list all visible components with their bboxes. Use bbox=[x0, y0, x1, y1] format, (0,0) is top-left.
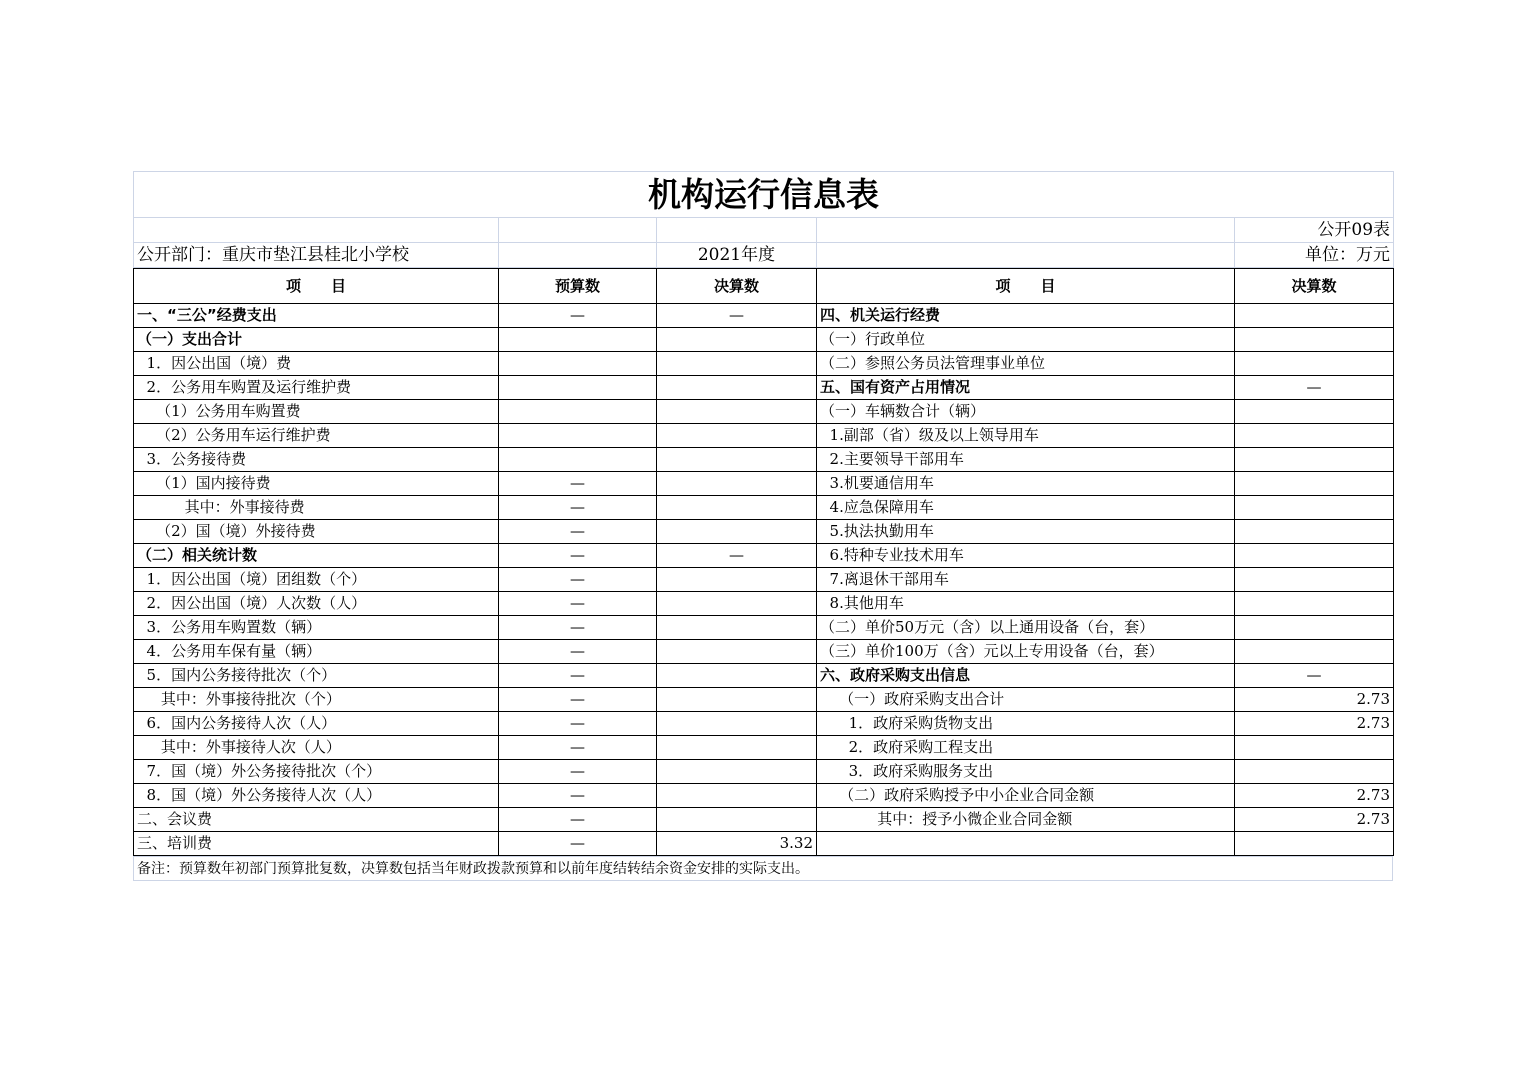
final-left-cell bbox=[657, 760, 817, 784]
footnote: 备注：预算数年初部门预算批复数，决算数包括当年财政拨款预算和以前年度结转结余资金安排的实际支出。 bbox=[134, 857, 1393, 881]
item-left-cell: 1．因公出国（境）团组数（个） bbox=[134, 568, 499, 592]
table-row bbox=[134, 592, 1394, 616]
budget-cell: — bbox=[499, 688, 657, 712]
header-budget: 预算数 bbox=[499, 269, 657, 304]
budget-cell: — bbox=[499, 736, 657, 760]
item-left-cell: 3．公务接待费 bbox=[134, 448, 499, 472]
item-left-cell: 3．公务用车购置数（辆） bbox=[134, 616, 499, 640]
final-left-cell bbox=[657, 472, 817, 496]
final-left-cell bbox=[657, 736, 817, 760]
item-left-cell: 其中：外事接待人次（人） bbox=[134, 736, 499, 760]
table-row bbox=[134, 736, 1394, 760]
form-code: 公开09表 bbox=[1235, 218, 1394, 243]
item-left-cell: 4．公务用车保有量（辆） bbox=[134, 640, 499, 664]
item-left-cell: 7．国（境）外公务接待批次（个） bbox=[134, 760, 499, 784]
final-left-cell bbox=[657, 328, 817, 352]
item-left-cell: （二）相关统计数 bbox=[134, 544, 499, 568]
final-left-cell bbox=[657, 664, 817, 688]
table-row bbox=[134, 688, 1394, 712]
data-table bbox=[133, 268, 1394, 856]
item-right-cell: （二）参照公务员法管理事业单位 bbox=[817, 352, 1235, 376]
item-left-cell: 8．国（境）外公务接待人次（人） bbox=[134, 784, 499, 808]
budget-cell: — bbox=[499, 808, 657, 832]
item-left-cell: 6．国内公务接待人次（人） bbox=[134, 712, 499, 736]
budget-cell: — bbox=[499, 544, 657, 568]
table-row bbox=[134, 832, 1394, 856]
final-left-cell: — bbox=[657, 544, 817, 568]
table-row bbox=[134, 664, 1394, 688]
final-right-cell bbox=[1235, 616, 1394, 640]
final-right-cell: 2.73 bbox=[1235, 712, 1394, 736]
budget-cell: — bbox=[499, 640, 657, 664]
final-left-cell bbox=[657, 808, 817, 832]
note-table bbox=[133, 856, 1393, 881]
final-left-cell bbox=[657, 376, 817, 400]
final-right-cell bbox=[1235, 424, 1394, 448]
item-right-cell: 五、国有资产占用情况 bbox=[817, 376, 1235, 400]
header-table bbox=[133, 171, 1394, 268]
table-row bbox=[134, 808, 1394, 832]
item-right-cell: （一）车辆数合计（辆） bbox=[817, 400, 1235, 424]
table-row bbox=[134, 352, 1394, 376]
item-right-cell: 2.主要领导干部用车 bbox=[817, 448, 1235, 472]
final-right-cell bbox=[1235, 304, 1394, 328]
final-right-cell bbox=[1235, 736, 1394, 760]
final-right-cell bbox=[1235, 760, 1394, 784]
table-row bbox=[134, 472, 1394, 496]
header-final-right: 决算数 bbox=[1235, 269, 1394, 304]
final-right-cell bbox=[1235, 520, 1394, 544]
item-left-cell: （1）公务用车购置费 bbox=[134, 400, 499, 424]
final-left-cell bbox=[657, 496, 817, 520]
final-right-cell bbox=[1235, 592, 1394, 616]
item-left-cell: 二、会议费 bbox=[134, 808, 499, 832]
item-left-cell: （1）国内接待费 bbox=[134, 472, 499, 496]
department-label: 公开部门：重庆市垫江县桂北小学校 bbox=[134, 243, 499, 268]
budget-cell: — bbox=[499, 832, 657, 856]
table-row bbox=[134, 616, 1394, 640]
item-left-cell: 其中：外事接待批次（个） bbox=[134, 688, 499, 712]
budget-cell bbox=[499, 448, 657, 472]
page-title: 机构运行信息表 bbox=[134, 172, 1394, 218]
table-row bbox=[134, 328, 1394, 352]
final-right-cell bbox=[1235, 448, 1394, 472]
final-left-cell bbox=[657, 640, 817, 664]
item-right-cell: 1.副部（省）级及以上领导用车 bbox=[817, 424, 1235, 448]
final-right-cell bbox=[1235, 328, 1394, 352]
table-row bbox=[134, 760, 1394, 784]
report-sheet bbox=[133, 171, 1393, 881]
table-row bbox=[134, 568, 1394, 592]
item-right-cell: 7.离退休干部用车 bbox=[817, 568, 1235, 592]
fiscal-year: 2021年度 bbox=[657, 243, 817, 268]
final-left-cell bbox=[657, 592, 817, 616]
final-left-cell bbox=[657, 400, 817, 424]
item-right-cell: （二）政府采购授予中小企业合同金额 bbox=[817, 784, 1235, 808]
final-right-cell bbox=[1235, 640, 1394, 664]
final-right-cell bbox=[1235, 472, 1394, 496]
final-right-cell: 2.73 bbox=[1235, 808, 1394, 832]
item-left-cell: 其中：外事接待费 bbox=[134, 496, 499, 520]
final-right-cell: — bbox=[1235, 664, 1394, 688]
table-row bbox=[134, 304, 1394, 328]
header-item-right: 项 目 bbox=[817, 269, 1235, 304]
item-left-cell: （2）公务用车运行维护费 bbox=[134, 424, 499, 448]
final-right-cell bbox=[1235, 400, 1394, 424]
budget-cell bbox=[499, 400, 657, 424]
budget-cell: — bbox=[499, 496, 657, 520]
item-right-cell: 六、政府采购支出信息 bbox=[817, 664, 1235, 688]
table-row bbox=[134, 544, 1394, 568]
final-left-cell bbox=[657, 424, 817, 448]
final-right-cell bbox=[1235, 352, 1394, 376]
item-right-cell: 8.其他用车 bbox=[817, 592, 1235, 616]
header-item-left: 项 目 bbox=[134, 269, 499, 304]
unit-label: 单位：万元 bbox=[1235, 243, 1394, 268]
item-right-cell: 6.特种专业技术用车 bbox=[817, 544, 1235, 568]
item-right-cell: 1．政府采购货物支出 bbox=[817, 712, 1235, 736]
budget-cell: — bbox=[499, 616, 657, 640]
item-right-cell: （三）单价100万（含）元以上专用设备（台，套） bbox=[817, 640, 1235, 664]
final-right-cell bbox=[1235, 496, 1394, 520]
item-left-cell: 5．国内公务接待批次（个） bbox=[134, 664, 499, 688]
budget-cell: — bbox=[499, 592, 657, 616]
table-row bbox=[134, 496, 1394, 520]
final-right-cell bbox=[1235, 544, 1394, 568]
final-right-cell: — bbox=[1235, 376, 1394, 400]
item-right-cell: 其中：授予小微企业合同金额 bbox=[817, 808, 1235, 832]
item-right-cell: （二）单价50万元（含）以上通用设备（台，套） bbox=[817, 616, 1235, 640]
final-left-cell bbox=[657, 568, 817, 592]
final-left-cell bbox=[657, 352, 817, 376]
item-left-cell: （一）支出合计 bbox=[134, 328, 499, 352]
item-right-cell: （一）行政单位 bbox=[817, 328, 1235, 352]
table-row bbox=[134, 520, 1394, 544]
budget-cell: — bbox=[499, 760, 657, 784]
budget-cell: — bbox=[499, 472, 657, 496]
header-final-left: 决算数 bbox=[657, 269, 817, 304]
budget-cell: — bbox=[499, 568, 657, 592]
final-left-cell bbox=[657, 448, 817, 472]
item-right-cell: 四、机关运行经费 bbox=[817, 304, 1235, 328]
final-left-cell bbox=[657, 616, 817, 640]
final-right-cell: 2.73 bbox=[1235, 688, 1394, 712]
item-left-cell: 1．因公出国（境）费 bbox=[134, 352, 499, 376]
final-left-cell: — bbox=[657, 304, 817, 328]
table-row bbox=[134, 376, 1394, 400]
item-left-cell: 2．因公出国（境）人次数（人） bbox=[134, 592, 499, 616]
budget-cell: — bbox=[499, 712, 657, 736]
item-right-cell: 4.应急保障用车 bbox=[817, 496, 1235, 520]
budget-cell: — bbox=[499, 304, 657, 328]
final-right-cell bbox=[1235, 568, 1394, 592]
budget-cell bbox=[499, 376, 657, 400]
table-row bbox=[134, 448, 1394, 472]
item-left-cell: 三、培训费 bbox=[134, 832, 499, 856]
table-row bbox=[134, 640, 1394, 664]
table-row bbox=[134, 400, 1394, 424]
item-right-cell: 2．政府采购工程支出 bbox=[817, 736, 1235, 760]
header-row bbox=[134, 269, 1394, 304]
table-row bbox=[134, 424, 1394, 448]
item-left-cell: 一、“三公”经费支出 bbox=[134, 304, 499, 328]
item-right-cell: 3.机要通信用车 bbox=[817, 472, 1235, 496]
item-right-cell: 3．政府采购服务支出 bbox=[817, 760, 1235, 784]
final-left-cell: 3.32 bbox=[657, 832, 817, 856]
budget-cell: — bbox=[499, 520, 657, 544]
item-left-cell: 2．公务用车购置及运行维护费 bbox=[134, 376, 499, 400]
budget-cell: — bbox=[499, 784, 657, 808]
final-left-cell bbox=[657, 712, 817, 736]
item-right-cell: 5.执法执勤用车 bbox=[817, 520, 1235, 544]
budget-cell: — bbox=[499, 664, 657, 688]
final-right-cell: 2.73 bbox=[1235, 784, 1394, 808]
final-right-cell bbox=[1235, 832, 1394, 856]
budget-cell bbox=[499, 352, 657, 376]
item-right-cell bbox=[817, 832, 1235, 856]
table-row bbox=[134, 712, 1394, 736]
final-left-cell bbox=[657, 520, 817, 544]
item-left-cell: （2）国（境）外接待费 bbox=[134, 520, 499, 544]
final-left-cell bbox=[657, 688, 817, 712]
budget-cell bbox=[499, 328, 657, 352]
budget-cell bbox=[499, 424, 657, 448]
final-left-cell bbox=[657, 784, 817, 808]
item-right-cell: （一）政府采购支出合计 bbox=[817, 688, 1235, 712]
table-row bbox=[134, 784, 1394, 808]
